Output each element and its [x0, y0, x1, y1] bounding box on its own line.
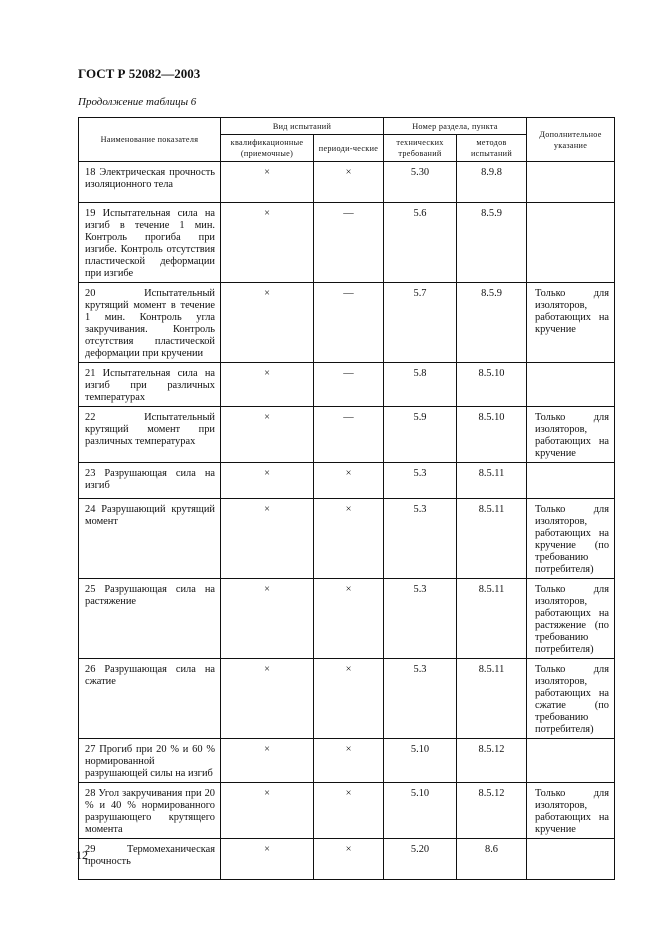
method-number: 8.5.12 — [457, 739, 527, 783]
test-table — [78, 117, 615, 880]
qualification-mark: × — [221, 463, 314, 499]
requirement-number: 5.9 — [384, 407, 457, 463]
note-cell — [527, 739, 615, 783]
indicator-cell: 27 Прогиб при 20 % и 60 % нормированной разрушающей силы на изгиб — [79, 739, 221, 783]
indicator-cell: 26 Разрушающая сила на сжатие — [79, 659, 221, 739]
method-number: 8.5.10 — [457, 363, 527, 407]
note-cell: Только для изоляторов, работающих на кручение — [527, 407, 615, 463]
periodic-mark: — — [314, 283, 384, 363]
note-cell — [527, 203, 615, 283]
method-number: 8.5.9 — [457, 203, 527, 283]
indicator-cell: 19 Испытательная сила на изгиб в течение 1 мин. Контроль прогиба при изгибе. Контроль отсутствия пластической деформации при изгибе — [79, 203, 221, 283]
page-number: 12 — [76, 848, 88, 862]
requirement-number: 5.8 — [384, 363, 457, 407]
table-row — [79, 499, 615, 579]
indicator-cell: 22 Испытательный крутящий момент при различных температурах — [79, 407, 221, 463]
periodic-mark: × — [314, 579, 384, 659]
qualification-mark: × — [221, 283, 314, 363]
qualification-mark: × — [221, 579, 314, 659]
indicator-cell: 18 Электрическая прочность изоляционного тела — [79, 162, 221, 203]
requirement-number: 5.3 — [384, 463, 457, 499]
note-cell — [527, 162, 615, 203]
requirement-number: 5.30 — [384, 162, 457, 203]
qualification-mark: × — [221, 659, 314, 739]
note-cell: Только для изоляторов, работающих на кручение — [527, 783, 615, 839]
qualification-mark: × — [221, 783, 314, 839]
method-number: 8.5.10 — [457, 407, 527, 463]
method-number: 8.6 — [457, 839, 527, 880]
table-row — [79, 407, 615, 463]
note-cell: Только для изоляторов, работающих на кручение (по требованию потребителя) — [527, 499, 615, 579]
header-qualification: квалификационные (приемочные) — [221, 135, 314, 162]
header-tech-requirements: технических требований — [384, 135, 457, 162]
table-row — [79, 463, 615, 499]
qualification-mark: × — [221, 162, 314, 203]
document-title: ГОСТ Р 52082—2003 — [78, 66, 201, 81]
qualification-mark: × — [221, 839, 314, 880]
note-cell — [527, 363, 615, 407]
header-test-methods: методов испытаний — [457, 135, 527, 162]
qualification-mark: × — [221, 363, 314, 407]
periodic-mark: × — [314, 783, 384, 839]
method-number: 8.9.8 — [457, 162, 527, 203]
table-row — [79, 363, 615, 407]
periodic-mark: — — [314, 363, 384, 407]
method-number: 8.5.11 — [457, 499, 527, 579]
table-row — [79, 283, 615, 363]
requirement-number: 5.3 — [384, 499, 457, 579]
header-note: Дополнительное указание — [527, 118, 615, 162]
requirement-number: 5.3 — [384, 659, 457, 739]
table-row — [79, 839, 615, 880]
periodic-mark: × — [314, 499, 384, 579]
indicator-cell: 25 Разрушающая сила на растяжение — [79, 579, 221, 659]
qualification-mark: × — [221, 739, 314, 783]
note-cell — [527, 839, 615, 880]
periodic-mark: × — [314, 739, 384, 783]
table-row — [79, 203, 615, 283]
periodic-mark: × — [314, 162, 384, 203]
table-caption: Продолжение таблицы 6 — [78, 96, 197, 108]
qualification-mark: × — [221, 499, 314, 579]
header-indicator: Наименование показателя — [79, 118, 221, 162]
indicator-cell: 29 Термомеханическая прочность — [79, 839, 221, 880]
requirement-number: 5.20 — [384, 839, 457, 880]
method-number: 8.5.9 — [457, 283, 527, 363]
periodic-mark: — — [314, 407, 384, 463]
requirement-number: 5.10 — [384, 739, 457, 783]
table-row — [79, 579, 615, 659]
note-cell: Только для изоляторов, работающих на кручение — [527, 283, 615, 363]
requirement-number: 5.6 — [384, 203, 457, 283]
indicator-cell: 21 Испытательная сила на изгиб при различных температурах — [79, 363, 221, 407]
requirement-number: 5.3 — [384, 579, 457, 659]
periodic-mark: — — [314, 203, 384, 283]
table-row — [79, 162, 615, 203]
header-section-number: Номер раздела, пункта — [384, 118, 527, 135]
qualification-mark: × — [221, 407, 314, 463]
method-number: 8.5.12 — [457, 783, 527, 839]
requirement-number: 5.7 — [384, 283, 457, 363]
table-row — [79, 739, 615, 783]
method-number: 8.5.11 — [457, 463, 527, 499]
note-cell: Только для изоляторов, работающих на растяжение (по требованию потребителя) — [527, 579, 615, 659]
requirement-number: 5.10 — [384, 783, 457, 839]
method-number: 8.5.11 — [457, 579, 527, 659]
indicator-cell: 28 Угол закручивания при 20 % и 40 % нормированного разрушающего крутящего момента — [79, 783, 221, 839]
indicator-cell: 24 Разрушающий крутящий момент — [79, 499, 221, 579]
header-periodic: периоди-ческие — [314, 135, 384, 162]
periodic-mark: × — [314, 659, 384, 739]
header-test-type: Вид испытаний — [221, 118, 384, 135]
indicator-cell: 20 Испытательный крутящий момент в течение 1 мин. Контроль угла закручивания. Контроль отсутствия пластической деформации при кручении — [79, 283, 221, 363]
method-number: 8.5.11 — [457, 659, 527, 739]
note-cell — [527, 463, 615, 499]
qualification-mark: × — [221, 203, 314, 283]
indicator-cell: 23 Разрушающая сила на изгиб — [79, 463, 221, 499]
note-cell: Только для изоляторов, работающих на сжатие (по требованию потребителя) — [527, 659, 615, 739]
table-row — [79, 783, 615, 839]
periodic-mark: × — [314, 839, 384, 880]
table-row — [79, 659, 615, 739]
periodic-mark: × — [314, 463, 384, 499]
